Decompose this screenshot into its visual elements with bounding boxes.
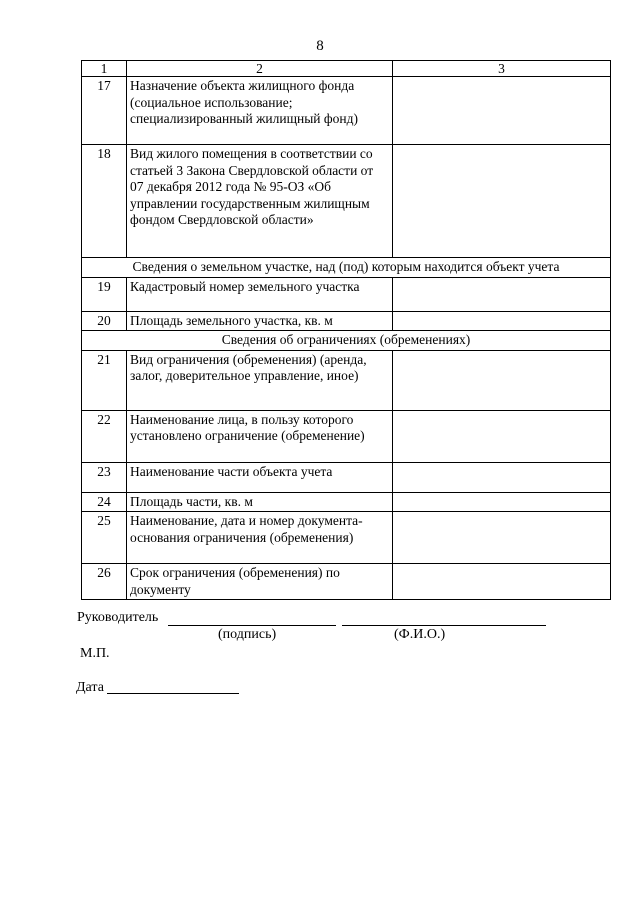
page-number: 8 [316, 38, 324, 54]
table-row [82, 77, 611, 145]
section-row [82, 331, 611, 351]
row-label: Вид жилого помещения в соответствии со статьей 3 Закона Свердловской области от 07 декабря 2012 года № 95-ОЗ «Об управлении государственным жилищным фондом Свердловской области» [127, 145, 393, 258]
table-row [82, 145, 611, 258]
row-label: Наименование лица, в пользу которого установлено ограничение (обременение) [127, 410, 393, 462]
row-number: 19 [82, 277, 127, 311]
name-line[interactable] [342, 625, 546, 626]
row-number: 26 [82, 564, 127, 600]
date-line[interactable] [107, 693, 239, 694]
section-heading-land: Сведения о земельном участке, над (под) которым находится объект учета [82, 258, 611, 278]
row-number: 23 [82, 462, 127, 492]
section-heading-restrictions: Сведения об ограничениях (обременениях) [82, 331, 611, 351]
table-row [82, 564, 611, 600]
column-header-3: 3 [393, 61, 611, 77]
row-value-cell[interactable] [393, 564, 611, 600]
date-label: Дата [76, 680, 104, 695]
table-header-row [82, 61, 611, 77]
table-row [82, 512, 611, 564]
row-label: Площадь земельного участка, кв. м [127, 311, 393, 331]
row-value-cell[interactable] [393, 277, 611, 311]
table-row [82, 277, 611, 311]
row-number: 21 [82, 350, 127, 410]
row-label: Площадь части, кв. м [127, 492, 393, 512]
stamp-label: М.П. [80, 646, 110, 661]
section-row [82, 258, 611, 278]
table-row [82, 350, 611, 410]
row-number: 22 [82, 410, 127, 462]
signature-caption: (подпись) [218, 627, 277, 642]
row-value-cell[interactable] [393, 350, 611, 410]
row-number: 25 [82, 512, 127, 564]
row-value-cell[interactable] [393, 462, 611, 492]
column-header-1: 1 [82, 61, 127, 77]
row-value-cell[interactable] [393, 311, 611, 331]
row-value-cell[interactable] [393, 77, 611, 145]
row-number: 24 [82, 492, 127, 512]
row-label: Назначение объекта жилищного фонда (социальное использование; специализированный жилищный фонд) [127, 77, 393, 145]
row-number: 18 [82, 145, 127, 258]
row-label: Наименование, дата и номер документа-основания ограничения (обременения) [127, 512, 393, 564]
row-value-cell[interactable] [393, 410, 611, 462]
row-value-cell[interactable] [393, 145, 611, 258]
signature-line[interactable] [168, 625, 336, 626]
table-row [82, 462, 611, 492]
table-row [82, 410, 611, 462]
row-number: 20 [82, 311, 127, 331]
row-label: Вид ограничения (обременения) (аренда, залог, доверительное управление, иное) [127, 350, 393, 410]
row-label: Срок ограничения (обременения) по документу [127, 564, 393, 600]
table-row [82, 492, 611, 512]
row-label: Наименование части объекта учета [127, 462, 393, 492]
row-number: 17 [82, 77, 127, 145]
row-value-cell[interactable] [393, 512, 611, 564]
head-label: Руководитель [77, 610, 159, 625]
name-caption: (Ф.И.О.) [394, 627, 446, 642]
row-value-cell[interactable] [393, 492, 611, 512]
column-header-2: 2 [127, 61, 393, 77]
row-label: Кадастровый номер земельного участка [127, 277, 393, 311]
table-row [82, 311, 611, 331]
registry-form-table [81, 60, 611, 600]
